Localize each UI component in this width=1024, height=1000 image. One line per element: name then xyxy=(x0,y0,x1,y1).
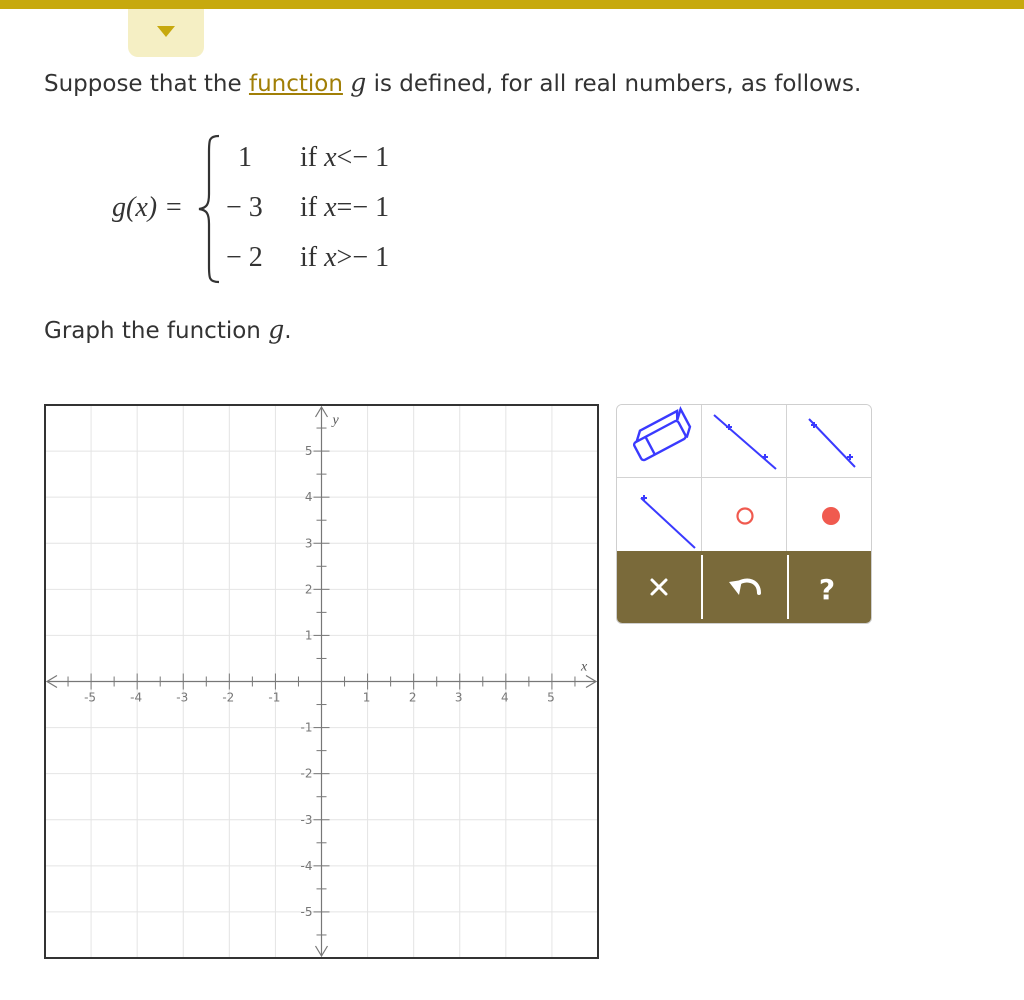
case2-value: − 3 xyxy=(226,192,263,223)
segment-icon xyxy=(702,405,786,477)
case3-if: if xyxy=(300,242,318,273)
case3-op: > xyxy=(336,242,353,273)
y-tick-label: 2 xyxy=(304,582,313,597)
help-icon xyxy=(789,551,872,623)
case2-if: if xyxy=(300,192,318,223)
graphing-toolbox xyxy=(616,404,872,624)
y-tick-label: -2 xyxy=(300,766,313,781)
case3-rhs: − 1 xyxy=(352,242,390,273)
prompt-text-end: is defined, for all real numbers, as follows. xyxy=(366,71,862,97)
y-tick-label: -5 xyxy=(300,904,313,919)
undo-button[interactable] xyxy=(703,551,787,623)
line-icon xyxy=(617,478,701,550)
case1-var: x xyxy=(324,142,337,173)
x-tick-label: -4 xyxy=(130,690,143,705)
action-bar xyxy=(617,551,871,623)
y-tick-label: 4 xyxy=(304,490,313,505)
y-axis-label: y xyxy=(332,413,339,428)
toolbox-divider xyxy=(786,405,787,551)
open-point-tool-button[interactable] xyxy=(702,478,786,550)
ray-tool-button[interactable] xyxy=(787,405,871,477)
graph-instruction-var: g xyxy=(268,315,285,344)
x-tick-label: -3 xyxy=(176,690,189,705)
x-tick-label: 3 xyxy=(454,690,463,705)
closed-point-tool-button[interactable] xyxy=(787,478,871,550)
function-lhs: g(x) = xyxy=(112,192,183,223)
ray-icon xyxy=(787,405,871,477)
y-tick-label: -1 xyxy=(300,720,313,735)
case1-rhs: − 1 xyxy=(352,142,390,173)
y-tick-label: 1 xyxy=(304,628,313,643)
x-tick-label: -1 xyxy=(268,690,281,705)
line-tool-button[interactable] xyxy=(617,478,701,550)
y-tick-label: 5 xyxy=(304,444,313,459)
x-tick-label: -5 xyxy=(84,690,97,705)
y-tick-label: -3 xyxy=(300,812,313,827)
case3-value: − 2 xyxy=(226,242,263,273)
x-tick-label: 1 xyxy=(362,690,371,705)
case1-if: if xyxy=(300,142,318,173)
case2-op: = xyxy=(336,192,353,223)
undo-icon xyxy=(703,551,787,623)
close-icon xyxy=(617,551,701,623)
prompt-text-start: Suppose that the xyxy=(44,71,249,97)
x-axis-label: x xyxy=(581,659,588,675)
clear-button[interactable] xyxy=(617,551,701,623)
case2-var: x xyxy=(324,192,337,223)
toolbox-divider xyxy=(701,405,702,551)
x-tick-label: -2 xyxy=(222,690,235,705)
case1-value: 1 xyxy=(238,142,252,173)
function-definition-link[interactable]: function xyxy=(248,71,343,97)
open-circle-icon xyxy=(702,478,786,550)
toolbox-divider xyxy=(617,477,871,478)
case3-var: x xyxy=(324,242,337,273)
segment-tool-button[interactable] xyxy=(702,405,786,477)
eraser-icon xyxy=(617,405,701,477)
case1-op: < xyxy=(336,142,353,173)
case2-rhs: − 1 xyxy=(352,192,390,223)
graph-instruction-period: . xyxy=(284,318,292,344)
eraser-tool-button[interactable] xyxy=(617,405,701,477)
x-tick-label: 4 xyxy=(501,690,509,705)
x-tick-label: 5 xyxy=(547,690,555,705)
graph-instruction-text: Graph the function xyxy=(44,318,269,344)
help-button[interactable] xyxy=(789,551,872,623)
filled-circle-icon xyxy=(787,478,871,550)
function-variable: g xyxy=(350,68,367,97)
svg-text:?: ? xyxy=(818,573,836,606)
x-tick-label: 2 xyxy=(408,690,417,705)
y-tick-label: -4 xyxy=(300,858,313,873)
y-tick-label: 3 xyxy=(304,536,313,551)
